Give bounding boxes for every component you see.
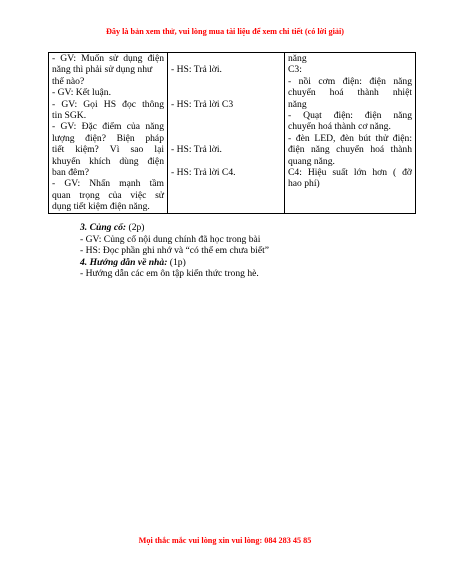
table-line: quan trọng của việc sử — [52, 189, 164, 201]
post-table-sections — [80, 222, 269, 280]
table-line: tin SGK. — [52, 110, 87, 122]
table-line: lượng điện? Biện pháp — [52, 132, 164, 144]
section-time: (1p) — [169, 256, 186, 268]
section-line: - HS: Đọc phần ghi nhớ và “có thể em chưa biết” — [80, 245, 270, 257]
section-time: (2p) — [128, 222, 145, 233]
section-line: - Hướng dẫn các em ôn tập kiến thức trong hè. — [80, 268, 259, 280]
table-line: năng — [288, 53, 307, 64]
table-line: - HS: Trả lời C4. — [171, 166, 236, 178]
student-activity-cell — [168, 53, 285, 214]
table-line: quang năng. — [288, 155, 335, 167]
section-heading: 4. Hướng dẫn về nhà: — [80, 256, 168, 268]
table-line: - GV: Kết luận. — [52, 87, 111, 99]
table-line: điện năng chuyển hoá thành — [288, 144, 412, 156]
table-line: hao phí) — [288, 178, 320, 190]
table-line: - GV: Gọi HS đọc thông — [52, 98, 164, 110]
table-line: - HS: Trả lời C3 — [171, 98, 234, 110]
table-line: chuyển hoá thành nhiệt — [288, 87, 412, 99]
table-line: - GV: Nhấn mạnh tầm — [52, 178, 164, 190]
table-line: năng thì phải sử dụng như — [52, 64, 153, 76]
table-line: tiết kiệm? Vì sao lại — [52, 144, 164, 156]
section-line: - GV: Củng cố nội dung chính đã học trong bài — [80, 233, 261, 245]
table-line: - HS: Trả lời. — [171, 64, 222, 76]
table-line: năng — [288, 98, 307, 110]
table-line: - GV: Muốn sử dụng điện — [52, 53, 164, 64]
section-heading: 3. Củng cố: — [80, 222, 127, 233]
table-row — [49, 53, 416, 214]
table-line: ban đêm? — [52, 167, 90, 179]
table-line: - GV: Đặc điểm của năng — [52, 121, 164, 133]
table-line: thế nào? — [52, 75, 85, 87]
table-line: C4: Hiệu suất lớn hơn ( đỡ — [288, 167, 412, 179]
table-line: - Quạt điện: điện năng — [288, 110, 412, 122]
lesson-table — [48, 52, 416, 214]
content-cell — [285, 53, 416, 214]
table-line: - đèn LED, đèn bút thử điện: — [288, 132, 412, 144]
table-line: chuyển hoá thành cơ năng. — [288, 121, 391, 133]
preview-notice-banner: Đây là bản xem thử, vui lòng mua tài liệu để xem chi tiết (có lời giải) — [105, 27, 344, 36]
section-3-heading-line — [80, 222, 269, 234]
teacher-activity-cell — [49, 53, 168, 214]
table-line: dụng tiết kiệm điện năng. — [52, 201, 150, 213]
contact-notice-banner: Mọi thắc mắc vui lòng xin vui lòng: 084 283 45 85 — [138, 536, 312, 545]
table-line: khuyến khích dùng điện — [52, 155, 164, 167]
table-line: C3: — [288, 64, 302, 76]
table-line: - nồi cơm điện: điện năng — [288, 75, 412, 87]
section-4-heading-line — [80, 257, 269, 269]
table-line: - HS: Trả lời. — [171, 144, 222, 156]
